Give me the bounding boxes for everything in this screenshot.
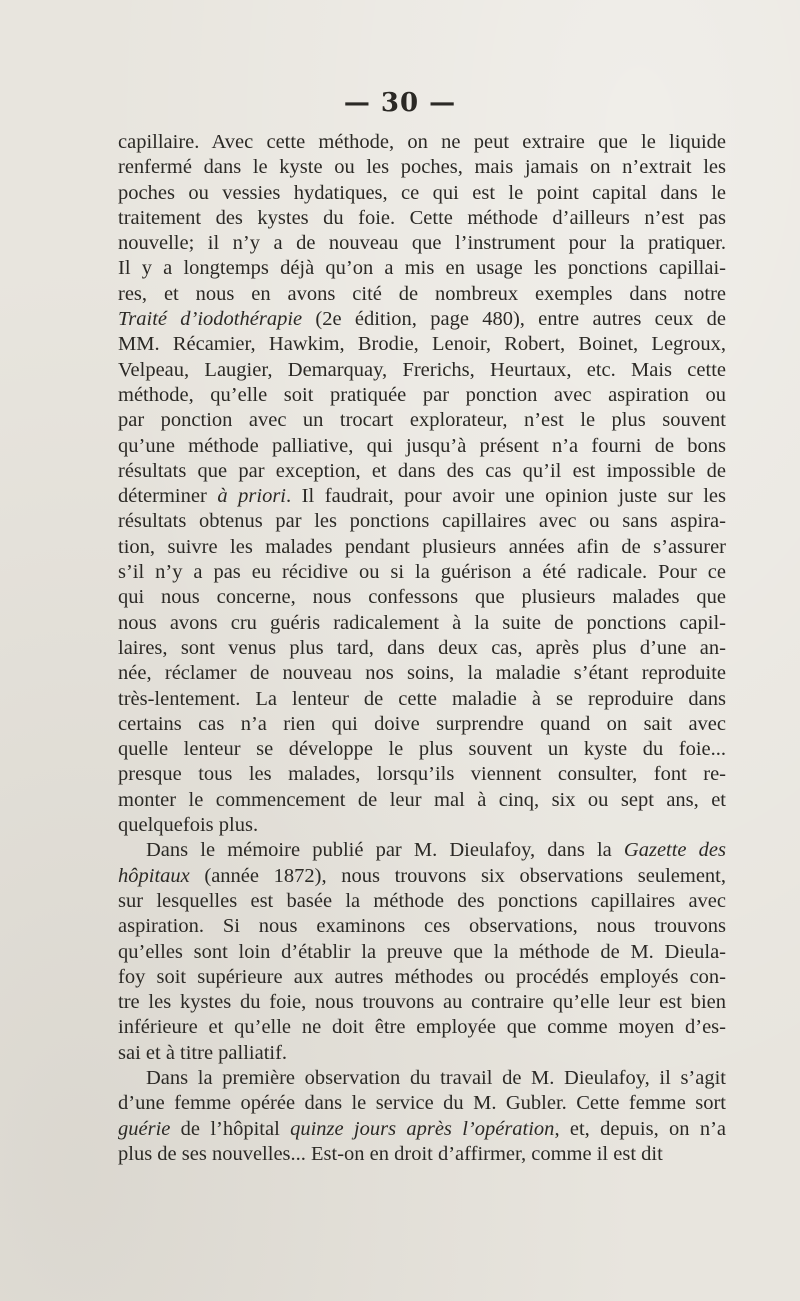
text-line: née, réclamer de nouveau nos soins, la maladie s’étant reproduite — [118, 662, 726, 685]
text-line: résultats que par exception, et dans des cas qu’il est impossible de — [118, 459, 726, 482]
text-line: Dans le mémoire publié par M. Dieulafoy, dans la Gazette des — [146, 839, 726, 862]
text-line: tion, suivre les malades pendant plusieurs années afin de s’assurer — [118, 535, 726, 558]
text-line: Velpeau, Laugier, Demarquay, Frerichs, Heurtaux, etc. Mais cette — [118, 358, 726, 381]
text-line: déterminer à priori. Il faudrait, pour avoir une opinion juste sur les — [118, 485, 726, 508]
text-line: d’une femme opérée dans le service du M. Gubler. Cette femme sort — [118, 1092, 726, 1115]
text-line: MM. Récamier, Hawkim, Brodie, Lenoir, Robert, Boinet, Legroux, — [118, 333, 726, 356]
paragraph-3 — [118, 1066, 726, 1167]
text-line: qui nous concerne, nous confessons que plusieurs malades que — [118, 586, 726, 609]
text-line: tre les kystes du foie, nous trouvons au contraire qu’elle leur est bien — [118, 991, 726, 1014]
text-line: res, et nous en avons cité de nombreux exemples dans notre — [118, 282, 726, 305]
text-line: nous avons cru guéris radicalement à la suite de ponctions capil- — [118, 611, 726, 634]
italic-text: hôpitaux — [118, 864, 190, 887]
text-line: hôpitaux (année 1872), nous trouvons six observations seulement, — [118, 864, 726, 887]
italic-text: guérie — [118, 1117, 171, 1140]
italic-text: quinze jours après l’opération — [290, 1117, 555, 1140]
text-line: traitement des kystes du foie. Cette méthode d’ailleurs n’est pas — [118, 206, 726, 229]
text-line: par ponction avec un trocart explorateur, n’est le plus souvent — [118, 409, 726, 432]
text-line: guérie de l’hôpital quinze jours après l’opération, et, depuis, on n’a — [118, 1117, 726, 1140]
text-line: capillaire. Avec cette méthode, on ne peut extraire que le liquide — [118, 131, 726, 153]
body-text — [118, 130, 726, 1167]
text-line: Dans la première observation du travail de M. Dieulafoy, il s’agit — [146, 1066, 726, 1089]
text-line: s’il n’y a pas eu récidive ou si la guérison a été radicale. Pour ce — [118, 561, 726, 584]
page-number: — 30 — — [343, 88, 457, 118]
italic-text: Gazette des — [623, 839, 726, 862]
text-line: nouvelle; il n’y a de nouveau que l’instrument pour la pratiquer. — [118, 232, 726, 255]
paragraph-2 — [118, 838, 726, 1066]
text-line: plus de ses nouvelles... Est-on en droit d’affirmer, comme il est dit — [118, 1142, 663, 1165]
text-line: poches ou vessies hydatiques, ce qui est le point capital dans le — [118, 181, 726, 204]
text-line: très-lentement. La lenteur de cette maladie à se reproduire dans — [118, 687, 726, 710]
text-line: quelquefois plus. — [118, 814, 259, 837]
text-line: inférieure et qu’elle ne doit être employée que comme moyen d’es- — [118, 1016, 726, 1039]
text-line: méthode, qu’elle soit pratiquée par ponction avec aspiration ou — [118, 383, 726, 406]
text-line: presque tous les malades, lorsqu’ils viennent consulter, font re- — [118, 763, 726, 786]
text-line: quelle lenteur se développe le plus souvent un kyste du foie... — [118, 738, 726, 761]
paragraph-1 — [118, 130, 726, 838]
text-line: qu’une méthode palliative, qui jusqu’à présent n’a fourni de bons — [118, 434, 726, 457]
text-line: renfermé dans le kyste ou les poches, mais jamais on n’extrait les — [118, 156, 726, 179]
text-line: foy soit supérieure aux autres méthodes ou procédés employés con- — [118, 965, 726, 988]
text-line: certains cas n’a rien qui doive surprendre quand on sait avec — [118, 712, 726, 735]
text-line: sur lesquelles est basée la méthode des ponctions capillaires avec — [118, 889, 726, 912]
italic-text: à priori — [217, 485, 286, 508]
text-line: sai et à titre palliatif. — [118, 1041, 288, 1064]
text-line: aspiration. Si nous examinons ces observations, nous trouvons — [118, 915, 726, 938]
text-line: Traité d’iodothérapie (2e édition, page 480), entre autres ceux de — [118, 308, 727, 331]
text-line: monter le commencement de leur mal à cinq, six ou sept ans, et — [118, 788, 726, 811]
text-line: laires, sont venus plus tard, dans deux cas, après plus d’une an- — [118, 636, 726, 659]
text-line: résultats obtenus par les ponctions capillaires avec ou sans aspira- — [118, 510, 726, 533]
italic-text: Traité d’iodothérapie — [118, 308, 303, 331]
text-line: Il y a longtemps déjà qu’on a mis en usage les ponctions capillai- — [118, 257, 726, 280]
text-line: qu’elles sont loin d’établir la preuve que la méthode de M. Dieula- — [118, 940, 726, 963]
